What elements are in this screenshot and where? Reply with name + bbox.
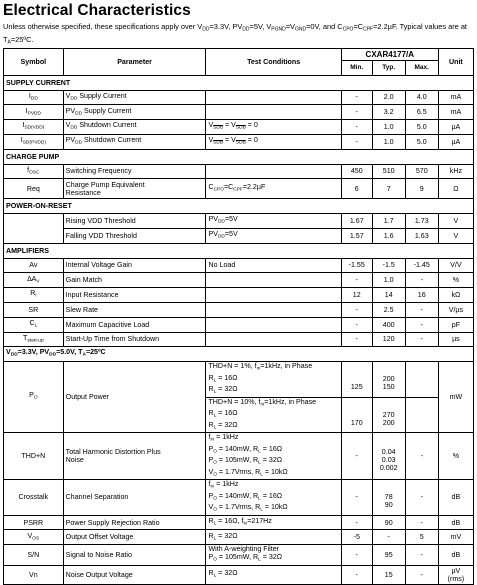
section-row: [4, 75, 474, 90]
table-row: $P_O$ Output Power THD+N = 1%, $f_{in}=1kHz$, in Phase $R_L = 16\Omega$ $R_L = 32\Omega$ 125 200 150 mW: [4, 362, 474, 398]
section-row: [4, 149, 474, 164]
header-unit: Unit: [438, 49, 473, 76]
section-charge-pump: CHARGE PUMP: [4, 149, 474, 164]
header-max: Max.: [405, 61, 438, 76]
header-conditions: Test Conditions: [206, 49, 341, 76]
section-power-on-reset: POWER-ON-RESET: [4, 199, 474, 214]
table-row: Req Charge Pump Equivalent Resistance $C_{CPO}=C_{CPF}=2.2\mu F$ 6 7 9 Ω: [4, 179, 474, 199]
table-row: Rising VDD Threshold $PV_{DD}=5V$ 1.67 1.7 1.73 V: [4, 214, 474, 229]
intro-text: Unless otherwise specified, these specifications apply over $V_{DD}=3.3V$, $PV_{DD}=5V$, $V_{PGND}=V_{GND}=0V$, and $C_{CPO}=C_{CPF}=2.2\mu F$. Typical values are at $T_A=25ºC$.: [3, 22, 467, 45]
page-title: Electrical Characteristics: [3, 2, 191, 19]
table-header-row: [4, 49, 474, 61]
header-typ: Typ.: [372, 61, 405, 76]
table-row: PSRR Power Supply Rejection Ratio $R_L = 16\Omega$, $f_{in}=217Hz$ - 90 - dB: [4, 515, 474, 530]
spec-table: [3, 48, 474, 585]
header-parameter: Parameter: [63, 49, 206, 76]
table-row: $T_{start-up}$ Start-Up Time from Shutdown - 120 - µs: [4, 332, 474, 347]
table-row: $I_{PVDD}$ $PV_{DD}$ Supply Current - 3.2 6.5 mA: [4, 105, 474, 120]
table-row: Av Internal Voltage Gain No Load -1.55 -1.5 -1.45 V/V: [4, 258, 474, 273]
table-row: $f_{OSC}$ Switching Frequency 450 510 570 kHz: [4, 164, 474, 179]
table-row: S/N Signal to Noise Ratio With A-weighting Filter $P_O = 105mW$, $R_L = 32\Omega$ - 95 - dB: [4, 545, 474, 566]
table-row: Vn Noise Output Voltage $R_L = 32\Omega$ - 15 - µV (rms): [4, 565, 474, 584]
table-row: THD+N Total Harmonic Distortion Plus Noise $f_{in} = 1kHz$ $P_O = 140mW$, $R_L = 16\Omega$ $P_O = 105mW$, $R_L = 32\Omega$ $V_O$ = 1.7Vrms, $R_L = 10k\Omega$ - 0.04 0.03 0.002 - %: [4, 433, 474, 480]
table-row: Falling VDD Threshold $PV_{DD}=5V$ 1.57 1.6 1.63 V: [4, 228, 474, 243]
table-row: $R_i$ Input Resistance 12 14 16 kΩ: [4, 288, 474, 303]
table-row: SR Slew Rate - 2.5 - V/µs: [4, 302, 474, 317]
section-test-conditions: $V_{DD}=3.3V$, $PV_{DD}=5.0V$, $T_A=25ºC$: [4, 347, 474, 362]
table-row: $I_{SD(VDD)}$ $V_{DD}$ Shutdown Current $V_{\overline{SDB}} = V_{\overline{SDB}} = 0$ - 1.0 5.0 µA: [4, 120, 474, 135]
table-row: THD+N = 10%, $f_{in}=1kHz$, in Phase $R_L = 16\Omega$ $R_L = 32\Omega$ 170 270 200: [4, 397, 474, 433]
table-row: Crosstalk Channel Separation $f_{in} = 1kHz$ $P_O = 140mW$, $R_L = 16\Omega$ $V_O$ = 1.7Vrms, $R_L = 10k\Omega$ - 78 90 - dB: [4, 480, 474, 516]
table-row: $I_{DD}$ $V_{DD}$ Supply Current - 2.0 4.0 mA: [4, 90, 474, 105]
table-row: $\Delta A_V$ Gain Match - 1.0 - %: [4, 273, 474, 288]
section-row: [4, 347, 474, 362]
header-symbol: Symbol: [4, 49, 64, 76]
table-row: $C_L$ Maximum Capacitive Load - 400 - pF: [4, 317, 474, 332]
header-min: Min.: [341, 61, 372, 76]
section-row: [4, 199, 474, 214]
section-amplifiers: AMPLIFIERS: [4, 243, 474, 258]
table-row: $I_{SD(PVDD)}$ $PV_{DD}$ Shutdown Current $V_{\overline{SDB}} = V_{\overline{SDB}} = 0$ - 1.0 5.0 µA: [4, 134, 474, 149]
section-supply-current: SUPPLY CURRENT: [4, 75, 474, 90]
section-row: [4, 243, 474, 258]
table-row: $V_{OS}$ Output Offset Voltage $R_L = 32\Omega$ -5 - 5 mV: [4, 530, 474, 545]
header-part-number: CXAR4177/A: [341, 49, 438, 61]
